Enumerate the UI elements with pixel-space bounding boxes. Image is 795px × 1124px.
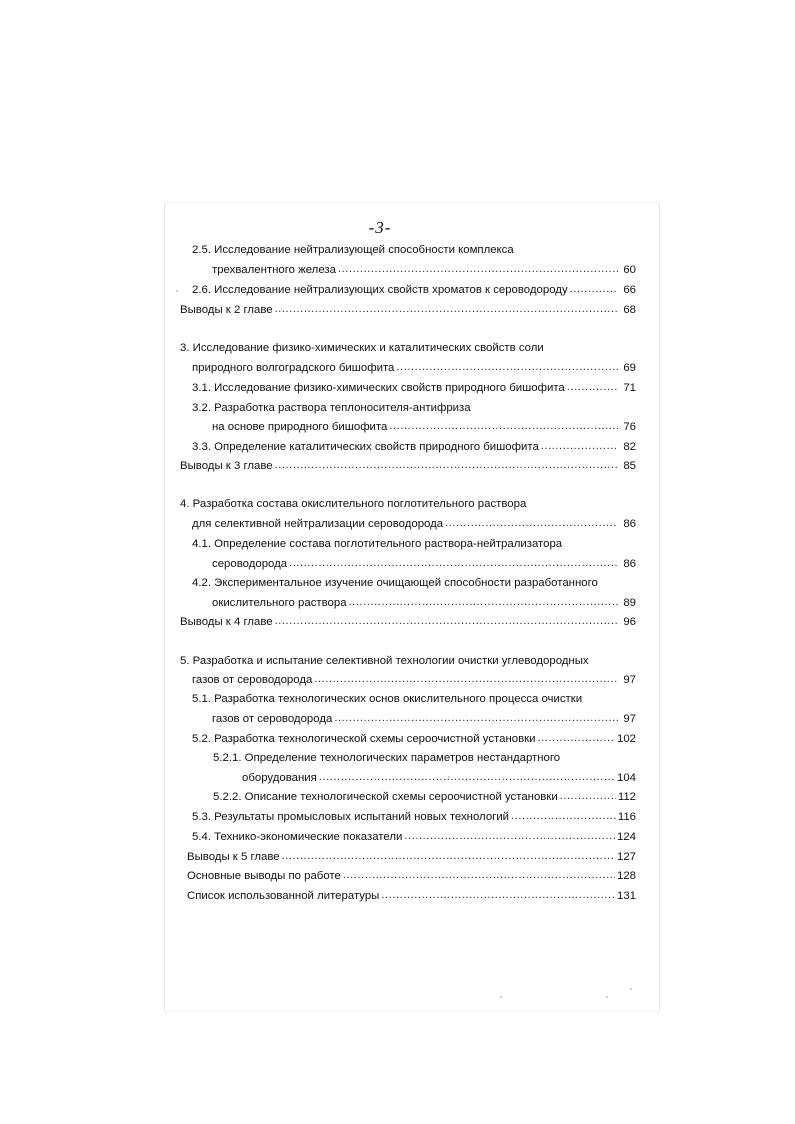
toc-entry-text: 4.1. Определение состава поглотительного раствора-нейтрализатора bbox=[192, 538, 563, 550]
toc-entry-text: Выводы к 3 главе bbox=[180, 460, 273, 472]
toc-entry-text: Выводы к 5 главе bbox=[187, 851, 280, 863]
toc-entry-5-1-cont bbox=[212, 710, 636, 728]
toc-page-number: 68 bbox=[623, 304, 636, 316]
toc-entry-text: 5.4. Технико-экономические показатели bbox=[192, 831, 403, 843]
dot-leader bbox=[541, 437, 618, 455]
toc-entry-2-5-cont bbox=[212, 261, 636, 279]
dot-leader bbox=[511, 807, 616, 825]
toc-entry-text: 2.6. Исследование нейтрализующих свойств хроматов к сероводороду bbox=[192, 284, 568, 296]
dot-leader bbox=[560, 787, 616, 805]
dot-leader bbox=[389, 417, 618, 435]
toc-entry-4-2 bbox=[192, 574, 598, 592]
toc-entry-text: трехвалентного железа bbox=[212, 264, 336, 276]
scan-speck bbox=[606, 996, 608, 998]
toc-entry-text: газов от сероводорода bbox=[192, 674, 313, 686]
toc-entry-references bbox=[187, 887, 636, 905]
toc-entry-text: 5.2.1. Определение технологических параметров нестандартного bbox=[213, 752, 561, 764]
toc-entry-text: 3.1. Исследование физико-химических свойств природного бишофита bbox=[192, 382, 565, 394]
toc-entry-text: природного волгоградского бишофита bbox=[192, 362, 395, 374]
dot-leader bbox=[567, 378, 618, 396]
toc-page-number: 86 bbox=[623, 518, 636, 530]
dot-leader bbox=[570, 280, 618, 298]
toc-entry-4-1 bbox=[192, 535, 562, 553]
toc-entry-5-4 bbox=[192, 828, 636, 846]
toc-page-number: 128 bbox=[616, 870, 636, 882]
toc-entry-3-1 bbox=[192, 379, 636, 397]
toc-entry-5-1 bbox=[192, 690, 582, 708]
dot-leader bbox=[349, 593, 618, 611]
toc-entry-text: 5.1. Разработка технологических основ окислительного процесса очистки bbox=[192, 693, 583, 705]
toc-page-number: 124 bbox=[616, 831, 636, 843]
toc-page-number: 127 bbox=[616, 851, 636, 863]
toc-page-number: 86 bbox=[623, 558, 636, 570]
toc-page-number: 102 bbox=[616, 733, 636, 745]
dot-leader bbox=[334, 709, 618, 727]
dot-leader bbox=[396, 358, 618, 376]
dot-leader bbox=[404, 827, 615, 845]
toc-page-number: 131 bbox=[616, 890, 636, 902]
toc-entry-text: на основе природного бишофита bbox=[212, 421, 388, 433]
toc-entry-conclusions-4 bbox=[180, 613, 636, 631]
toc-entry-text: Основные выводы по работе bbox=[187, 870, 341, 882]
toc-entry-conclusions-3 bbox=[180, 457, 636, 475]
toc-entry-text: Список использованной литературы bbox=[187, 890, 380, 902]
dot-leader bbox=[381, 886, 615, 904]
dot-leader bbox=[319, 768, 615, 786]
toc-entry-text: 2.5. Исследование нейтрализующей способности комплекса bbox=[192, 244, 514, 256]
toc-page-number: 97 bbox=[623, 713, 636, 725]
toc-entry-text: для селективной нейтрализации сероводорода bbox=[192, 518, 444, 530]
dot-leader bbox=[282, 847, 615, 865]
toc-entry-text: сероводорода bbox=[212, 558, 288, 570]
dot-leader bbox=[275, 300, 618, 318]
toc-entry-chapter-5-cont bbox=[192, 671, 636, 689]
toc-entry-text: 4.2. Экспериментальное изучение очищающей способности разработанного bbox=[192, 577, 598, 589]
toc-page-number: 69 bbox=[623, 362, 636, 374]
toc-entry-conclusions-2 bbox=[180, 301, 636, 319]
toc-entry-5-2 bbox=[192, 730, 636, 748]
toc-entry-text: оборудования bbox=[242, 772, 317, 784]
toc-entry-3-3 bbox=[192, 438, 636, 456]
toc-entry-2-6 bbox=[192, 281, 636, 299]
toc-entry-chapter-3 bbox=[180, 339, 544, 357]
toc-entry-5-2-1 bbox=[213, 749, 560, 767]
toc-page-number: 96 bbox=[623, 616, 636, 628]
toc-entry-text: 3.2. Разработка раствора теплоносителя-антифриза bbox=[192, 402, 471, 414]
toc-entry-4-2-cont bbox=[212, 594, 636, 612]
scan-speck bbox=[448, 776, 450, 778]
toc-entry-text: 5.2. Разработка технологической схемы сероочистной установки bbox=[192, 733, 536, 745]
dot-leader bbox=[275, 612, 618, 630]
toc-entry-3-2-cont bbox=[212, 418, 636, 436]
toc-page-number: 82 bbox=[623, 441, 636, 453]
dot-leader bbox=[289, 554, 618, 572]
toc-entry-chapter-4 bbox=[180, 495, 526, 513]
page-number: -3- bbox=[368, 218, 392, 237]
dot-leader bbox=[338, 260, 618, 278]
toc-page-number: 112 bbox=[617, 791, 636, 803]
toc-page-number: 116 bbox=[617, 811, 636, 823]
toc-entry-text: газов от сероводорода bbox=[212, 713, 333, 725]
scan-speck bbox=[630, 988, 632, 990]
toc-entry-4-1-cont bbox=[212, 555, 636, 573]
toc-page-number: 76 bbox=[623, 421, 636, 433]
dot-leader bbox=[314, 670, 618, 688]
scan-speck bbox=[500, 996, 502, 998]
toc-entry-main-conclusions bbox=[187, 867, 636, 885]
toc-entry-3-2 bbox=[192, 399, 471, 417]
toc-entry-chapter-4-cont bbox=[192, 515, 636, 533]
toc-page-number: 89 bbox=[623, 597, 636, 609]
toc-entry-conclusions-5 bbox=[187, 848, 636, 866]
dot-leader bbox=[538, 729, 615, 747]
scan-speck bbox=[176, 290, 178, 292]
toc-entry-text: 3.3. Определение каталитических свойств природного бишофита bbox=[192, 441, 539, 453]
toc-entry-text: 4. Разработка состава окислительного поглотительного раствора bbox=[180, 498, 527, 510]
toc-page-number: 66 bbox=[623, 284, 636, 296]
toc-entry-5-3 bbox=[192, 808, 636, 826]
toc-entry-5-2-2 bbox=[213, 788, 636, 806]
toc-entry-5-2-1-cont bbox=[242, 769, 636, 787]
toc-entry-text: 5.2.2. Описание технологической схемы сероочистной установки bbox=[213, 791, 558, 803]
toc-entry-text: Выводы к 4 главе bbox=[180, 616, 273, 628]
toc-entry-chapter-5 bbox=[180, 652, 589, 670]
dot-leader bbox=[275, 456, 618, 474]
toc-entry-chapter-3-cont bbox=[192, 359, 636, 377]
toc-page-number: 97 bbox=[623, 674, 636, 686]
toc-entry-text: Выводы к 2 главе bbox=[180, 304, 273, 316]
toc-page-number: 71 bbox=[623, 382, 636, 394]
toc-page-number: 60 bbox=[623, 264, 636, 276]
toc-page-number: 104 bbox=[616, 772, 636, 784]
toc-entry-2-5 bbox=[192, 241, 514, 259]
toc-entry-text: 5. Разработка и испытание селективной технологии очистки углеводородных bbox=[180, 655, 589, 667]
toc-entry-text: 5.3. Результаты промысловых испытаний новых технологий bbox=[192, 811, 510, 823]
toc-page-number: 85 bbox=[623, 460, 636, 472]
dot-leader bbox=[343, 866, 615, 884]
toc-entry-text: 3. Исследование физико-химических и каталитических свойств соли bbox=[180, 342, 544, 354]
dot-leader bbox=[445, 514, 618, 532]
toc-entry-text: окислительного раствора bbox=[212, 597, 347, 609]
